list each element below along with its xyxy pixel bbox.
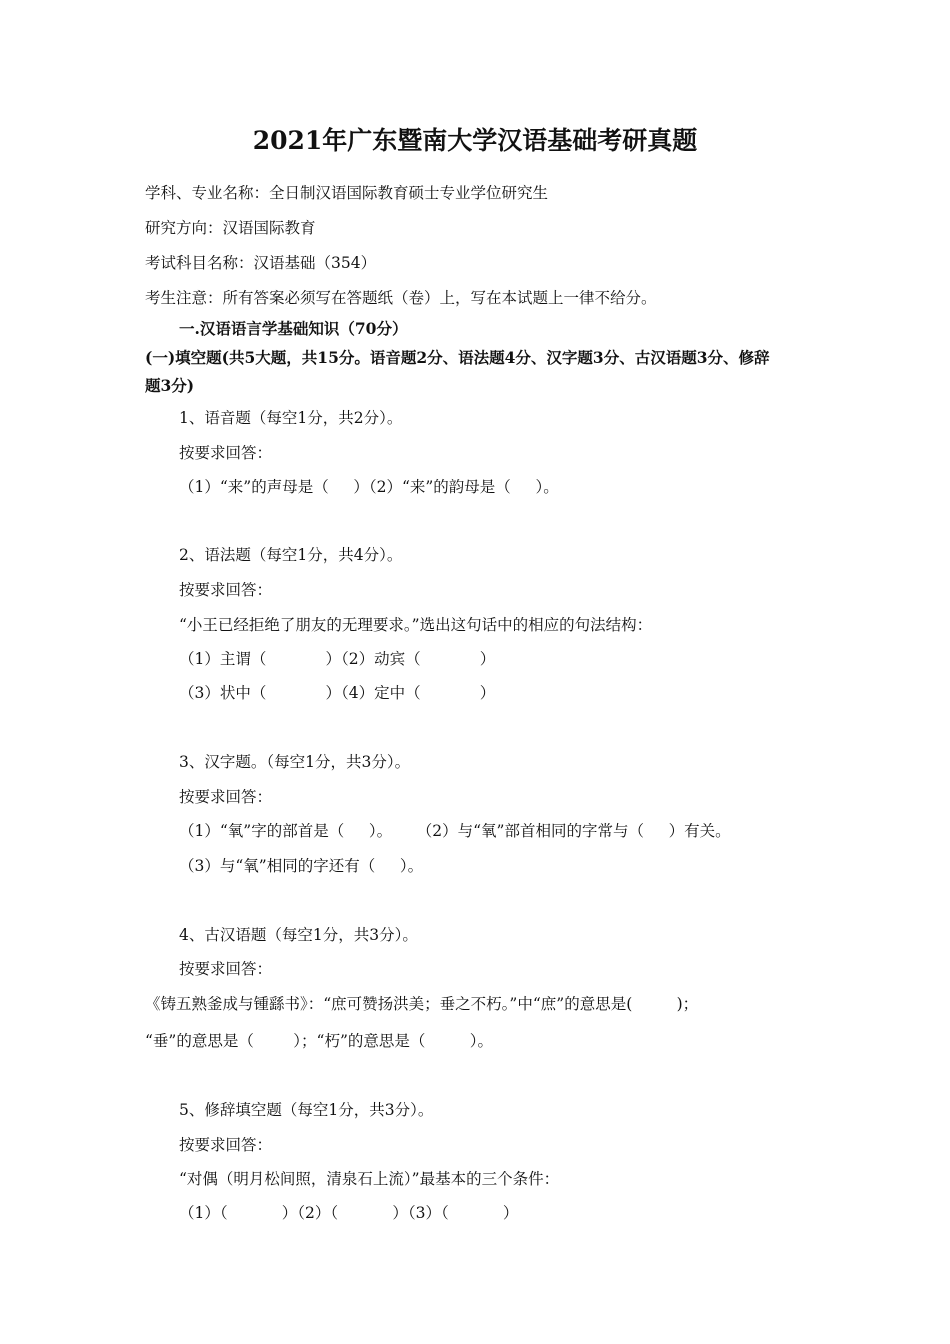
direction-line: 研究方向：汉语国际教育	[145, 219, 316, 237]
q1-title: 1、语音题（每空1分，共2分）。	[179, 409, 403, 427]
exam-subject-line: 考试科目名称：汉语基础（354）	[145, 254, 377, 272]
q3-requirement: 按要求回答：	[179, 788, 273, 806]
q5-line1: “对偶（明月松间照，清泉石上流）”最基本的三个条件：	[179, 1170, 560, 1188]
subject-line: 学科、专业名称：全日制汉语国际教育硕士专业学位研究生	[145, 184, 549, 202]
q3-line1: （1）“氧”字的部首是（ ）。 （2）与“氧”部首相同的字常与（ ）有关。	[179, 822, 731, 840]
section-title: 一.汉语语言学基础知识（70分）	[179, 319, 408, 338]
q4-requirement: 按要求回答：	[179, 960, 273, 978]
q1-line: （1）“来”的声母是（ ）（2）“来”的韵母是（ ）。	[179, 478, 559, 496]
q2-line3: （3）状中（ ）（4）定中（ ）	[179, 684, 496, 702]
q4-title: 4、古汉语题（每空1分，共3分）。	[179, 926, 418, 944]
q2-title: 2、语法题（每空1分，共4分）。	[179, 546, 403, 564]
q2-requirement: 按要求回答：	[179, 581, 273, 599]
q2-line2: （1）主谓（ ）（2）动宾（ ）	[179, 650, 496, 668]
part-title-line1: (一)填空题(共5大题，共15分。语音题2分、语法题4分、汉字题3分、古汉语题3分、修辞	[145, 348, 770, 367]
q2-line1: “小王已经拒绝了朋友的无理要求。”选出这句话中的相应的句法结构：	[179, 616, 653, 634]
q5-line2: （1）（ ）（2）（ ）（3）（ ）	[179, 1204, 519, 1222]
q3-title: 3、汉字题。（每空1分，共3分）。	[179, 753, 411, 771]
q5-title: 5、修辞填空题（每空1分，共3分）。	[179, 1101, 434, 1119]
notice-line: 考生注意：所有答案必须写在答题纸（卷）上，写在本试题上一律不给分。	[145, 289, 657, 307]
q1-requirement: 按要求回答：	[179, 444, 273, 462]
page-title: 2021年广东暨南大学汉语基础考研真题	[252, 126, 698, 155]
q5-requirement: 按要求回答：	[179, 1136, 273, 1154]
q4-line2: “垂”的意思是（ ）；“朽”的意思是（ ）。	[145, 1032, 493, 1050]
part-title-line2: 题3分)	[145, 376, 195, 395]
q3-line2: （3）与“氧”相同的字还有（ ）。	[179, 857, 424, 875]
q4-line1: 《铸五熟釜成与锺繇书》：“庶可赞扬洪美；垂之不朽。”中“庶”的意思是( )；	[145, 995, 699, 1013]
